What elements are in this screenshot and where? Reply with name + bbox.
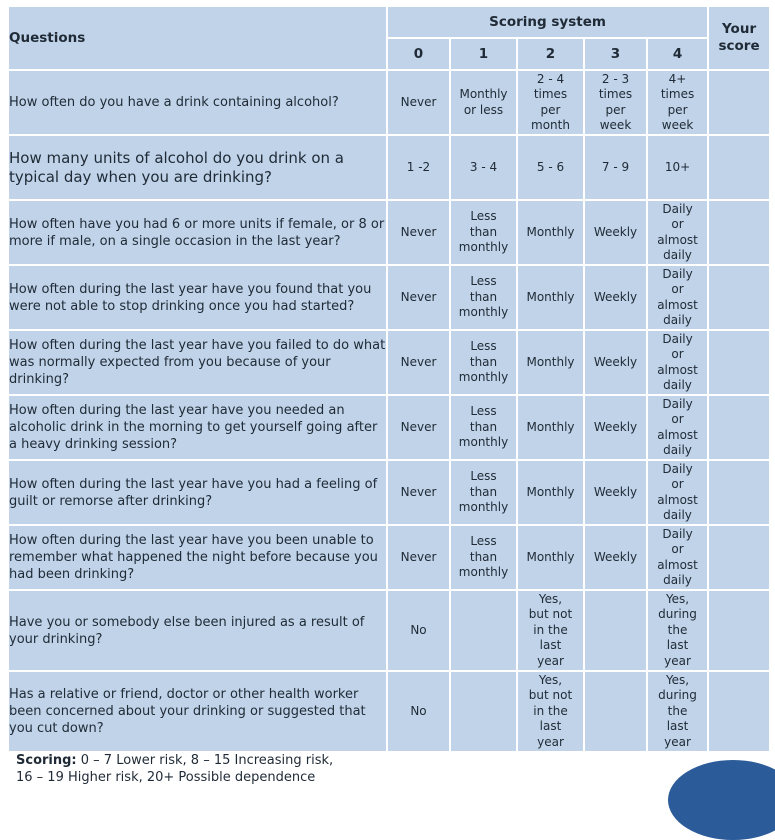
answer-option-line: Never <box>400 224 437 239</box>
answer-option-line: or <box>671 412 684 426</box>
answer-option-line: Never <box>400 94 437 109</box>
answer-option-line: 5 - 6 <box>536 159 565 174</box>
answer-option-0 <box>387 590 450 671</box>
answer-option-line: or <box>671 347 684 361</box>
answer-option-line: Daily <box>662 396 693 411</box>
question-text: How often during the last year have you found that you were not able to stop drinking once you had started? <box>8 265 387 330</box>
answer-option-3 <box>584 460 647 525</box>
question-row <box>8 395 770 460</box>
answer-option-line: monthly <box>458 305 509 320</box>
scoring-line2: 16 – 19 Higher risk, 20+ Possible dependence <box>16 770 316 785</box>
corner-badge <box>668 760 775 840</box>
answer-option-line: the <box>667 703 688 718</box>
question-row <box>8 330 770 395</box>
answer-option-line: year <box>537 734 564 749</box>
answer-option-line: or <box>671 477 684 491</box>
answer-option-line: daily <box>663 443 692 457</box>
scoring-label: Scoring: <box>16 753 77 768</box>
score-value-header: 2 <box>517 38 584 70</box>
answer-option-2 <box>517 460 584 525</box>
question-row <box>8 265 770 330</box>
answer-option-line: week <box>599 118 632 132</box>
answer-option-line: almost <box>657 557 698 572</box>
answer-option-line: Less <box>470 534 497 549</box>
question-text: Has a relative or friend, doctor or other health worker been concerned about your drinking or suggested that you cut down? <box>8 671 387 752</box>
your-score-cell[interactable] <box>708 265 770 330</box>
answer-option-line: No <box>410 622 427 637</box>
answer-option-line: almost <box>657 362 698 377</box>
answer-option-2 <box>517 135 584 200</box>
audit-table <box>7 5 771 753</box>
answer-option-line: Monthly <box>526 549 575 564</box>
your-score-cell[interactable] <box>708 460 770 525</box>
answer-option-1 <box>450 330 517 395</box>
score-value-header: 1 <box>450 38 517 70</box>
answer-option-line: 2 - 3 <box>601 71 630 86</box>
score-value-header: 0 <box>387 38 450 70</box>
question-text: How many units of alcohol do you drink on a typical day when you are drinking? <box>8 135 387 200</box>
answer-option-3 <box>584 330 647 395</box>
answer-option-line: Monthly <box>526 289 575 304</box>
answer-option-line: year <box>664 734 691 749</box>
answer-option-line: Weekly <box>593 484 638 499</box>
answer-option-line: Daily <box>662 331 693 346</box>
answer-option-1 <box>450 460 517 525</box>
question-text: How often during the last year have you failed to do what was normally expected from you because of your drinking? <box>8 330 387 395</box>
answer-option-line: during <box>658 688 697 703</box>
answer-option-0 <box>387 460 450 525</box>
answer-option-0 <box>387 525 450 590</box>
answer-option-line: per <box>667 102 688 117</box>
question-row <box>8 460 770 525</box>
answer-option-line: Monthly <box>526 419 575 434</box>
question-row <box>8 200 770 265</box>
answer-option-line: than <box>469 484 498 499</box>
your-score-cell[interactable] <box>708 330 770 395</box>
answer-option-4 <box>647 265 708 330</box>
answer-option-line: the <box>667 622 688 637</box>
your-score-line1: Your <box>722 21 757 37</box>
your-score-cell[interactable] <box>708 200 770 265</box>
answer-option-line: daily <box>663 573 692 587</box>
answer-option-line: or <box>671 217 684 231</box>
answer-option-1 <box>450 590 517 671</box>
answer-option-2 <box>517 395 584 460</box>
answer-option-line: daily <box>663 508 692 522</box>
answer-option-3 <box>584 590 647 671</box>
answer-option-line: Yes, <box>665 591 690 606</box>
answer-option-1 <box>450 525 517 590</box>
answer-option-0 <box>387 70 450 135</box>
question-row <box>8 590 770 671</box>
scoring-legend <box>16 752 333 786</box>
answer-option-line: daily <box>663 313 692 327</box>
question-text: How often have you had 6 or more units if female, or 8 or more if male, on a single occasion in the last year? <box>8 200 387 265</box>
answer-option-0 <box>387 265 450 330</box>
answer-option-line: Never <box>400 289 437 304</box>
answer-option-line: daily <box>663 248 692 262</box>
answer-option-line: but not <box>528 607 573 622</box>
question-text: How often do you have a drink containing alcohol? <box>8 70 387 135</box>
answer-option-line: Weekly <box>593 289 638 304</box>
answer-option-4 <box>647 135 708 200</box>
your-score-cell[interactable] <box>708 70 770 135</box>
answer-option-line: last <box>666 638 689 653</box>
answer-option-4 <box>647 671 708 752</box>
answer-option-3 <box>584 525 647 590</box>
answer-option-line: 10+ <box>664 159 691 174</box>
answer-option-3 <box>584 671 647 752</box>
answer-option-3 <box>584 395 647 460</box>
question-row <box>8 525 770 590</box>
your-score-cell[interactable] <box>708 590 770 671</box>
answer-option-line: month <box>531 118 570 132</box>
answer-option-line: Never <box>400 549 437 564</box>
answer-option-2 <box>517 525 584 590</box>
answer-option-line: Weekly <box>593 354 638 369</box>
answer-option-1 <box>450 70 517 135</box>
answer-option-1 <box>450 200 517 265</box>
answer-option-2 <box>517 330 584 395</box>
answer-option-line: Never <box>400 419 437 434</box>
answer-option-line: Never <box>400 354 437 369</box>
question-text: How often during the last year have you had a feeling of guilt or remorse after drinking? <box>8 460 387 525</box>
answer-option-line: Yes, <box>538 672 563 687</box>
answer-option-line: than <box>469 289 498 304</box>
answer-option-2 <box>517 70 584 135</box>
answer-option-line: Monthly <box>526 484 575 499</box>
answer-option-line: times <box>660 87 695 101</box>
answer-option-line: year <box>664 653 691 668</box>
answer-option-line: No <box>410 703 427 718</box>
answer-option-1 <box>450 265 517 330</box>
question-text: How often during the last year have you needed an alcoholic drink in the morning to get yourself going after a heavy drinking session? <box>8 395 387 460</box>
answer-option-line: last <box>539 638 562 653</box>
answer-option-2 <box>517 265 584 330</box>
answer-option-line: per <box>605 102 626 117</box>
answer-option-line: last <box>666 719 689 734</box>
your-score-cell[interactable] <box>708 135 770 200</box>
answer-option-line: or <box>671 542 684 556</box>
answer-option-line: monthly <box>458 565 509 580</box>
score-value-header: 3 <box>584 38 647 70</box>
answer-option-line: almost <box>657 297 698 312</box>
answer-option-line: last <box>539 719 562 734</box>
answer-option-4 <box>647 70 708 135</box>
answer-option-3 <box>584 70 647 135</box>
answer-option-3 <box>584 200 647 265</box>
answer-option-1 <box>450 395 517 460</box>
answer-option-0 <box>387 200 450 265</box>
answer-option-line: Daily <box>662 201 693 216</box>
answer-option-line: during <box>658 607 697 622</box>
answer-option-line: Never <box>400 484 437 499</box>
answer-option-line: than <box>469 224 498 239</box>
scoring-line1: 0 – 7 Lower risk, 8 – 15 Increasing risk, <box>76 753 334 768</box>
answer-option-line: Monthly <box>459 87 508 101</box>
answer-option-line: monthly <box>458 500 509 515</box>
answer-option-1 <box>450 135 517 200</box>
answer-option-line: almost <box>657 427 698 442</box>
answer-option-line: monthly <box>458 240 509 255</box>
question-text: How often during the last year have you been unable to remember what happened the night before because you had been drinking? <box>8 525 387 590</box>
your-score-cell[interactable] <box>708 671 770 752</box>
answer-option-line: Monthly <box>526 224 575 239</box>
your-score-header <box>708 6 770 70</box>
answer-option-4 <box>647 200 708 265</box>
answer-option-line: 4+ <box>668 71 687 86</box>
answer-option-line: or <box>671 282 684 296</box>
answer-option-line: 1 -2 <box>406 159 431 174</box>
answer-option-line: than <box>469 354 498 369</box>
answer-option-4 <box>647 460 708 525</box>
answer-option-line: in the <box>533 703 568 718</box>
scoring-system-header: Scoring system <box>387 6 708 38</box>
answer-option-line: Weekly <box>593 224 638 239</box>
your-score-line2: score <box>718 38 760 54</box>
answer-option-3 <box>584 265 647 330</box>
questions-body <box>8 70 770 752</box>
answer-option-line: Less <box>470 274 497 289</box>
answer-option-line: Less <box>470 404 497 419</box>
answer-option-line: 3 - 4 <box>469 159 498 174</box>
answer-option-0 <box>387 135 450 200</box>
question-row <box>8 135 770 200</box>
score-value-header: 4 <box>647 38 708 70</box>
answer-option-4 <box>647 330 708 395</box>
answer-option-2 <box>517 200 584 265</box>
answer-option-line: per <box>540 102 561 117</box>
answer-option-line: Daily <box>662 526 693 541</box>
answer-option-line: Weekly <box>593 419 638 434</box>
answer-option-4 <box>647 590 708 671</box>
answer-option-line: 2 - 4 <box>536 71 565 86</box>
answer-option-3 <box>584 135 647 200</box>
answer-option-line: or less <box>463 102 504 117</box>
answer-option-line: monthly <box>458 370 509 385</box>
answer-option-line: than <box>469 549 498 564</box>
answer-option-4 <box>647 395 708 460</box>
answer-option-line: Yes, <box>538 591 563 606</box>
answer-option-line: Weekly <box>593 549 638 564</box>
answer-option-line: Yes, <box>665 672 690 687</box>
answer-option-line: but not <box>528 688 573 703</box>
answer-option-line: year <box>537 653 564 668</box>
answer-option-line: almost <box>657 232 698 247</box>
answer-option-line: Less <box>470 209 497 224</box>
questions-header: Questions <box>8 6 387 70</box>
question-row <box>8 671 770 752</box>
answer-option-2 <box>517 590 584 671</box>
your-score-cell[interactable] <box>708 395 770 460</box>
question-row <box>8 70 770 135</box>
answer-option-0 <box>387 330 450 395</box>
answer-option-line: almost <box>657 492 698 507</box>
answer-option-line: 7 - 9 <box>601 159 630 174</box>
question-text: Have you or somebody else been injured as a result of your drinking? <box>8 590 387 671</box>
answer-option-line: week <box>661 118 694 132</box>
answer-option-line: than <box>469 419 498 434</box>
answer-option-line: times <box>598 87 633 101</box>
your-score-cell[interactable] <box>708 525 770 590</box>
answer-option-line: Monthly <box>526 354 575 369</box>
answer-option-line: times <box>533 87 568 101</box>
answer-option-line: Daily <box>662 461 693 476</box>
answer-option-line: Less <box>470 339 497 354</box>
answer-option-4 <box>647 525 708 590</box>
answer-option-line: daily <box>663 378 692 392</box>
answer-option-2 <box>517 671 584 752</box>
answer-option-0 <box>387 395 450 460</box>
answer-option-line: Less <box>470 469 497 484</box>
answer-option-line: Daily <box>662 266 693 281</box>
answer-option-line: monthly <box>458 435 509 450</box>
answer-option-0 <box>387 671 450 752</box>
answer-option-1 <box>450 671 517 752</box>
answer-option-line: in the <box>533 622 568 637</box>
